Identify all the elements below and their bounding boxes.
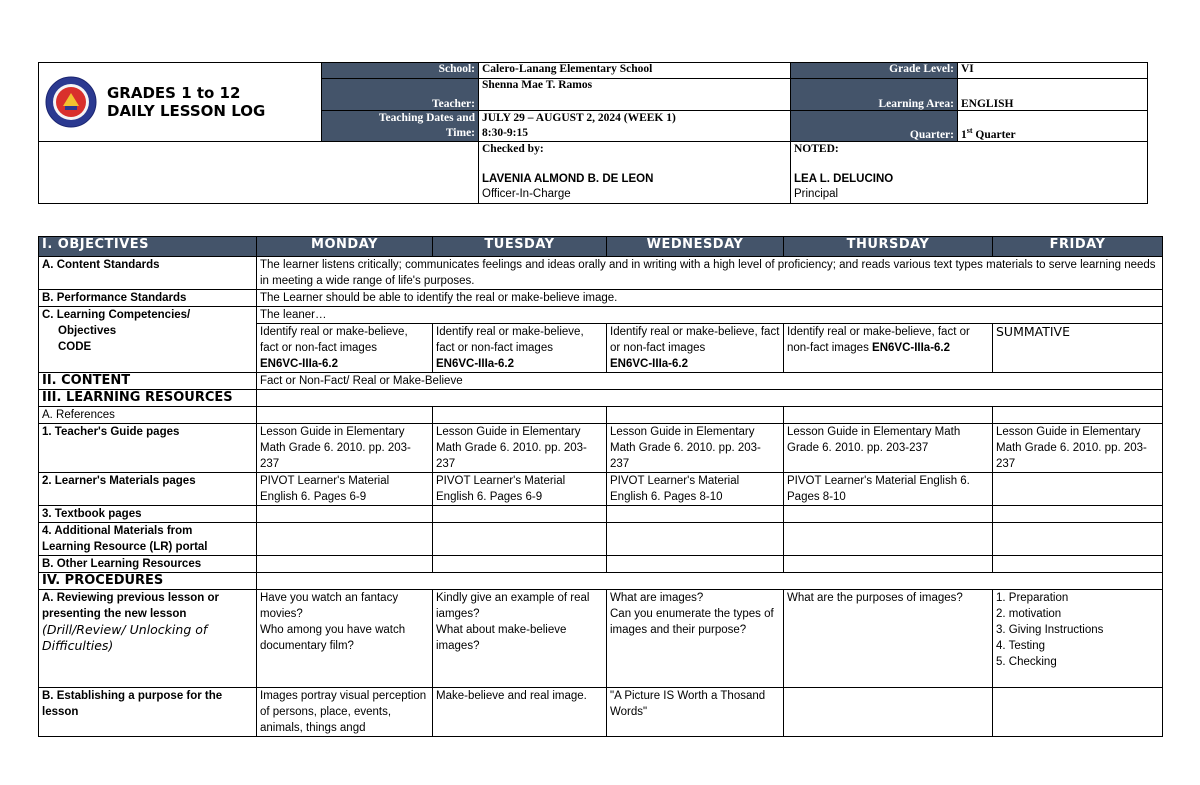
references-tuesday bbox=[433, 407, 607, 424]
other-resources-tuesday bbox=[433, 556, 607, 573]
learners-materials-wednesday: PIVOT Learner's Material English 6. Pages 8-10 bbox=[607, 473, 784, 506]
reviewing-monday-line-1: Have you watch an fantacy movies? bbox=[260, 592, 399, 620]
competency-thursday-code: EN6VC-IIIa-6.2 bbox=[872, 342, 951, 354]
competency-friday: SUMMATIVE bbox=[993, 324, 1163, 373]
competency-tuesday-text: Identify real or make-believe, fact or non-fact images bbox=[436, 326, 584, 354]
competency-tuesday bbox=[433, 324, 607, 373]
reviewing-label-text: A. Reviewing previous lesson or presenting the new lesson bbox=[42, 592, 220, 620]
dates-value bbox=[479, 111, 791, 142]
teachers-guide-thursday: Lesson Guide in Elementary Math Grade 6. 2010. pp. 203-237 bbox=[784, 424, 993, 473]
other-resources-thursday bbox=[784, 556, 993, 573]
school-label: School: bbox=[322, 63, 479, 79]
reviewing-label-note: (Drill/Review/ Unlocking of Difficulties) bbox=[42, 622, 208, 653]
textbook-tuesday bbox=[433, 506, 607, 523]
title-line-2: DAILY LESSON LOG bbox=[107, 102, 266, 120]
competencies-label-line-1: C. Learning Competencies/ bbox=[42, 309, 191, 321]
title-cell bbox=[39, 63, 322, 142]
textbook-monday bbox=[257, 506, 433, 523]
textbook-wednesday bbox=[607, 506, 784, 523]
competency-wednesday-text: Identify real or make-believe, fact or non-fact images bbox=[610, 326, 780, 354]
header-table bbox=[38, 62, 1148, 204]
textbook-thursday bbox=[784, 506, 993, 523]
competency-wednesday bbox=[607, 324, 784, 373]
references-monday bbox=[257, 407, 433, 424]
content-section-text: Fact or Non-Fact/ Real or Make-Believe bbox=[257, 373, 1163, 390]
other-resources-friday bbox=[993, 556, 1163, 573]
reviewing-label bbox=[39, 590, 257, 688]
checked-by-role: Officer-In-Charge bbox=[482, 188, 571, 200]
additional-monday bbox=[257, 523, 433, 556]
reviewing-friday-step-5: 5. Checking bbox=[996, 656, 1057, 668]
competency-thursday bbox=[784, 324, 993, 373]
wednesday-header: WEDNESDAY bbox=[607, 237, 784, 257]
monday-header: MONDAY bbox=[257, 237, 433, 257]
competency-wednesday-code: EN6VC-IIIa-6.2 bbox=[610, 358, 688, 370]
reviewing-friday-step-4: 4. Testing bbox=[996, 640, 1046, 652]
checked-by-name: LAVENIA ALMOND B. DE LEON bbox=[482, 173, 654, 185]
additional-wednesday bbox=[607, 523, 784, 556]
additional-tuesday bbox=[433, 523, 607, 556]
competency-monday-code: EN6VC-IIIa-6.2 bbox=[260, 358, 338, 370]
references-friday bbox=[993, 407, 1163, 424]
learners-materials-thursday: PIVOT Learner's Material English 6. Pages 8-10 bbox=[784, 473, 993, 506]
learners-materials-monday: PIVOT Learner's Material English 6. Pages 6-9 bbox=[257, 473, 433, 506]
dates-label bbox=[322, 111, 479, 142]
lesson-log-table bbox=[38, 236, 1163, 737]
checked-by-label: Checked by: bbox=[482, 143, 544, 155]
reviewing-wednesday-line-1: What are images? bbox=[610, 592, 704, 604]
teachers-guide-friday: Lesson Guide in Elementary Math Grade 6. 2010. pp. 203-237 bbox=[993, 424, 1163, 473]
learning-resources-label: III. LEARNING RESOURCES bbox=[39, 390, 257, 407]
learners-materials-tuesday: PIVOT Learner's Material English 6. Pages 6-9 bbox=[433, 473, 607, 506]
dates-label-line-1: Teaching Dates and bbox=[378, 112, 475, 124]
competencies-label bbox=[39, 307, 257, 373]
competencies-intro: The leaner… bbox=[257, 307, 1163, 324]
reviewing-thursday: What are the purposes of images? bbox=[784, 590, 993, 688]
learners-materials-label: 2. Learner's Materials pages bbox=[39, 473, 257, 506]
grade-label: Grade Level: bbox=[791, 63, 958, 79]
competencies-label-line-3: CODE bbox=[58, 341, 92, 353]
other-resources-label: B. Other Learning Resources bbox=[39, 556, 257, 573]
procedures-label: IV. PROCEDURES bbox=[39, 573, 257, 590]
area-value: ENGLISH bbox=[958, 79, 1148, 111]
reviewing-friday-step-1: 1. Preparation bbox=[996, 592, 1069, 604]
other-resources-monday bbox=[257, 556, 433, 573]
competency-thursday-text: Identify real or make-believe, fact or non-fact images bbox=[787, 326, 970, 354]
reviewing-friday bbox=[993, 590, 1163, 688]
additional-materials-label-line-2: Learning Resource (LR) portal bbox=[42, 541, 208, 553]
content-section-label: II. CONTENT bbox=[39, 373, 257, 390]
learning-resources-blank bbox=[257, 390, 1163, 407]
quarter-number: 1 bbox=[961, 129, 967, 141]
content-standards-text: The learner listens critically; communicates feelings and ideas orally and in writing with a high level of proficiency; and reads various text types materials to serve learning needs in meeting a wide range of life's purposes. bbox=[257, 257, 1163, 290]
competency-monday bbox=[257, 324, 433, 373]
other-resources-wednesday bbox=[607, 556, 784, 573]
performance-standards-text: The Learner should be able to identify the real or make-believe image. bbox=[257, 290, 1163, 307]
references-wednesday bbox=[607, 407, 784, 424]
purpose-tuesday: Make-believe and real image. bbox=[433, 688, 607, 737]
purpose-wednesday: "A Picture IS Worth a Thosand Words" bbox=[607, 688, 784, 737]
teachers-guide-monday: Lesson Guide in Elementary Math Grade 6. 2010. pp. 203-237 bbox=[257, 424, 433, 473]
teachers-guide-tuesday: Lesson Guide in Elementary Math Grade 6. 2010. pp. 203-237 bbox=[433, 424, 607, 473]
noted-name: LEA L. DELUCINO bbox=[794, 173, 894, 185]
friday-header: FRIDAY bbox=[993, 237, 1163, 257]
quarter-label: Quarter: bbox=[791, 111, 958, 142]
area-label: Learning Area: bbox=[791, 79, 958, 111]
reviewing-tuesday bbox=[433, 590, 607, 688]
checked-by-cell bbox=[479, 142, 791, 204]
content-standards-label: A. Content Standards bbox=[39, 257, 257, 290]
additional-materials-label bbox=[39, 523, 257, 556]
noted-cell bbox=[791, 142, 1148, 204]
reviewing-friday-step-3: 3. Giving Instructions bbox=[996, 624, 1104, 636]
reviewing-monday-line-2: Who among you have watch documentary film? bbox=[260, 624, 406, 652]
reviewing-monday bbox=[257, 590, 433, 688]
purpose-label: B. Establishing a purpose for the lesson bbox=[39, 688, 257, 737]
grade-value: VI bbox=[958, 63, 1148, 79]
competencies-label-line-2: Objectives bbox=[58, 325, 117, 337]
reviewing-tuesday-line-2: What about make-believe images? bbox=[436, 624, 567, 652]
reviewing-tuesday-line-1: Kindly give an example of real iamges? bbox=[436, 592, 590, 620]
reviewing-friday-step-2: 2. motivation bbox=[996, 608, 1062, 620]
thursday-header: THURSDAY bbox=[784, 237, 993, 257]
purpose-friday bbox=[993, 688, 1163, 737]
additional-materials-label-line-1: 4. Additional Materials from bbox=[42, 525, 193, 537]
teachers-guide-label: 1. Teacher's Guide pages bbox=[39, 424, 257, 473]
dates-label-line-2: Time: bbox=[445, 127, 475, 139]
dates-value-line-1: JULY 29 – AUGUST 2, 2024 (WEEK 1) bbox=[482, 112, 676, 124]
competency-tuesday-code: EN6VC-IIIa-6.2 bbox=[436, 358, 514, 370]
quarter-suffix: st bbox=[966, 126, 973, 136]
procedures-blank bbox=[257, 573, 1163, 590]
deped-seal-icon bbox=[45, 76, 97, 128]
quarter-value bbox=[958, 111, 1148, 142]
reviewing-wednesday-line-2: Can you enumerate the types of images and their purpose? bbox=[610, 608, 774, 636]
purpose-monday: Images portray visual perception of persons, place, events, animals, things angd bbox=[257, 688, 433, 737]
learners-materials-friday bbox=[993, 473, 1163, 506]
teacher-label: Teacher: bbox=[322, 79, 479, 111]
additional-friday bbox=[993, 523, 1163, 556]
performance-standards-label: B. Performance Standards bbox=[39, 290, 257, 307]
references-label: A. References bbox=[39, 407, 257, 424]
quarter-text: Quarter bbox=[972, 129, 1016, 141]
references-thursday bbox=[784, 407, 993, 424]
teacher-value: Shenna Mae T. Ramos bbox=[479, 79, 791, 111]
noted-label: NOTED: bbox=[794, 143, 839, 155]
blank-signature-cell bbox=[39, 142, 479, 204]
school-value: Calero-Lanang Elementary School bbox=[479, 63, 791, 79]
competency-monday-text: Identify real or make-believe, fact or non-fact images bbox=[260, 326, 408, 354]
additional-thursday bbox=[784, 523, 993, 556]
tuesday-header: TUESDAY bbox=[433, 237, 607, 257]
textbook-pages-label: 3. Textbook pages bbox=[39, 506, 257, 523]
textbook-friday bbox=[993, 506, 1163, 523]
reviewing-wednesday bbox=[607, 590, 784, 688]
title-line-1: GRADES 1 to 12 bbox=[107, 84, 241, 102]
objectives-header: I. OBJECTIVES bbox=[39, 237, 257, 257]
teachers-guide-wednesday: Lesson Guide in Elementary Math Grade 6. 2010. pp. 203-237 bbox=[607, 424, 784, 473]
purpose-thursday bbox=[784, 688, 993, 737]
noted-role: Principal bbox=[794, 188, 839, 200]
dates-value-line-2: 8:30-9:15 bbox=[482, 127, 528, 139]
